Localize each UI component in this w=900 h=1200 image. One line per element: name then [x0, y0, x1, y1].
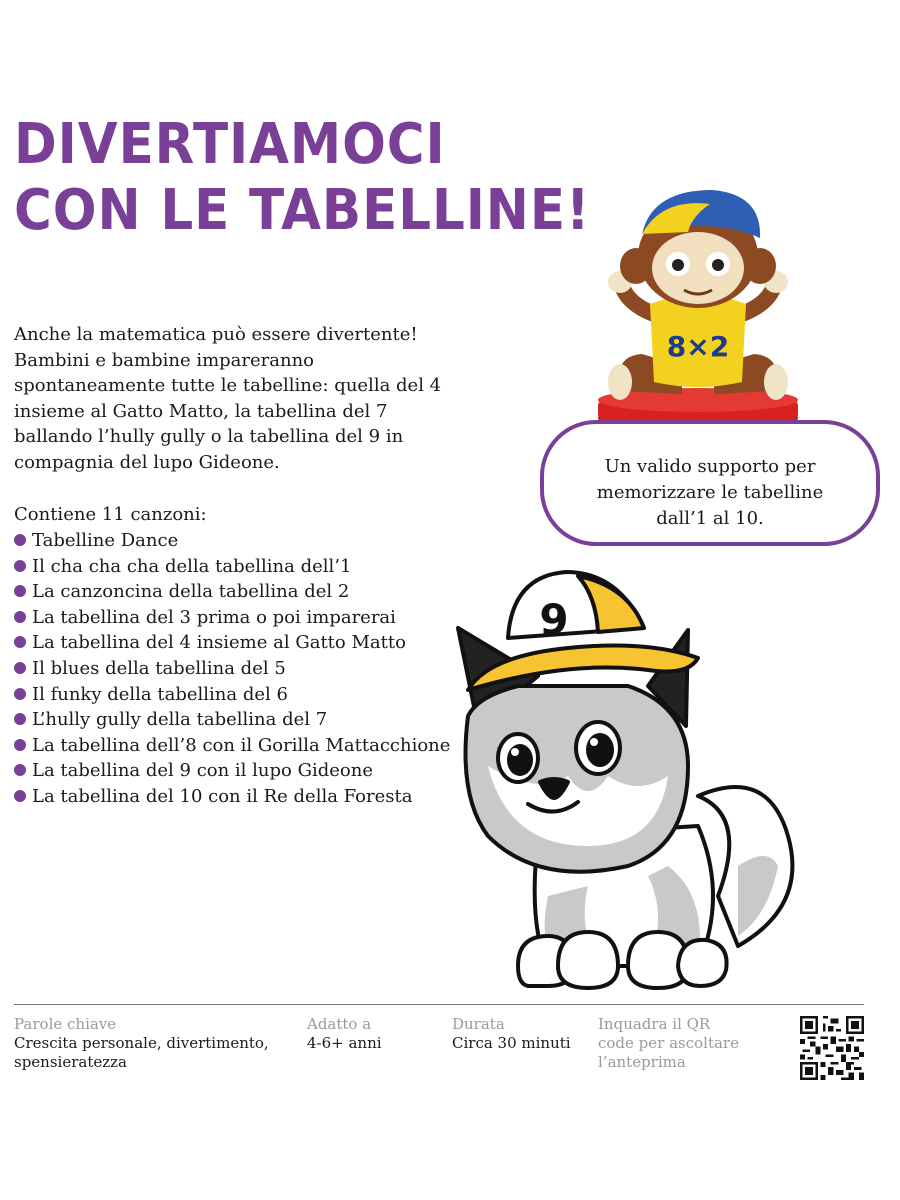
wolf-illustration — [448, 566, 808, 992]
keywords-label: Parole chiave — [14, 1015, 117, 1033]
title-line-1: DIVERTIAMOCI — [14, 112, 446, 177]
duration-value: Circa 30 minuti — [452, 1034, 571, 1052]
bullet-icon — [14, 585, 26, 597]
monkey-figurine-illustration — [592, 186, 802, 436]
title-line-2: CON LE TABELLINE! — [14, 178, 591, 243]
list-item — [14, 733, 454, 759]
bullet-icon — [14, 560, 26, 572]
intro-paragraph: Anche la matematica può essere divertente! Bambini e bambine impareranno spontaneamente tutte le tabelline: quella del 4 insieme al Gatto Matto, la tabellina del 7 ballando l’hully gully o la tabellina del 9 in compagnia del lupo Gideone. — [14, 324, 442, 473]
song-title: L’hully gully della tabellina del 7 — [32, 709, 328, 731]
bubble-line-2: memorizzare le tabelline — [596, 482, 824, 503]
song-title: La tabellina del 4 insieme al Gatto Matto — [32, 632, 406, 654]
keywords-line-1: Crescita personale, divertimento, — [14, 1034, 269, 1052]
bullet-icon — [14, 636, 26, 648]
qr-line-2: code per ascoltare — [598, 1034, 739, 1052]
song-title: La tabellina dell’8 con il Gorilla Mattacchione — [32, 734, 451, 756]
footer-duration — [452, 1015, 571, 1053]
list-item — [14, 605, 454, 631]
list-item — [14, 784, 454, 810]
bullet-icon — [14, 688, 26, 700]
list-item — [14, 630, 454, 656]
list-item — [14, 579, 454, 605]
qr-line-1: Inquadra il QR — [598, 1015, 711, 1033]
list-item — [14, 758, 454, 784]
songs-heading: Contiene 11 canzoni: — [14, 504, 207, 525]
footer-keywords — [14, 1015, 269, 1072]
cap-number: 9 — [539, 595, 569, 644]
keywords-line-2: spensieratezza — [14, 1053, 127, 1071]
list-item — [14, 707, 454, 733]
bullet-icon — [14, 713, 26, 725]
bubble-line-1: Un valido supporto per — [604, 456, 816, 477]
song-title: La tabellina del 9 con il lupo Gideone — [32, 760, 373, 782]
list-item — [14, 682, 454, 708]
age-value: 4-6+ anni — [307, 1034, 382, 1052]
duration-label: Durata — [452, 1015, 505, 1033]
bubble-text — [544, 454, 876, 532]
shirt-text: 8×2 — [666, 330, 730, 363]
song-title: Tabelline Dance — [32, 530, 179, 551]
footer-qr-text — [598, 1015, 739, 1072]
bubble-line-3: dall’1 al 10. — [656, 508, 764, 529]
footer-age — [307, 1015, 382, 1053]
bullet-icon — [14, 764, 26, 776]
page-title — [14, 112, 590, 244]
list-item — [14, 554, 454, 580]
speech-bubble — [540, 420, 880, 546]
song-title: Il blues della tabellina del 5 — [32, 657, 286, 679]
footer-divider — [14, 1004, 864, 1005]
bullet-icon — [14, 790, 26, 802]
song-list — [14, 528, 454, 810]
song-title: Il cha cha cha della tabellina dell’1 — [32, 555, 352, 577]
bullet-icon — [14, 611, 26, 623]
song-title: La canzoncina della tabellina del 2 — [32, 581, 350, 603]
song-title: La tabellina del 3 prima o poi imparerai — [32, 606, 396, 628]
qr-code-icon[interactable] — [800, 1016, 864, 1080]
bullet-icon — [14, 739, 26, 751]
list-item — [14, 656, 454, 682]
qr-line-3: l’anteprima — [598, 1053, 686, 1071]
list-item — [14, 528, 454, 554]
song-title: Il funky della tabellina del 6 — [32, 683, 288, 705]
age-label: Adatto a — [307, 1015, 372, 1033]
bullet-icon — [14, 534, 26, 546]
bullet-icon — [14, 662, 26, 674]
song-title: La tabellina del 10 con il Re della Foresta — [32, 785, 413, 807]
